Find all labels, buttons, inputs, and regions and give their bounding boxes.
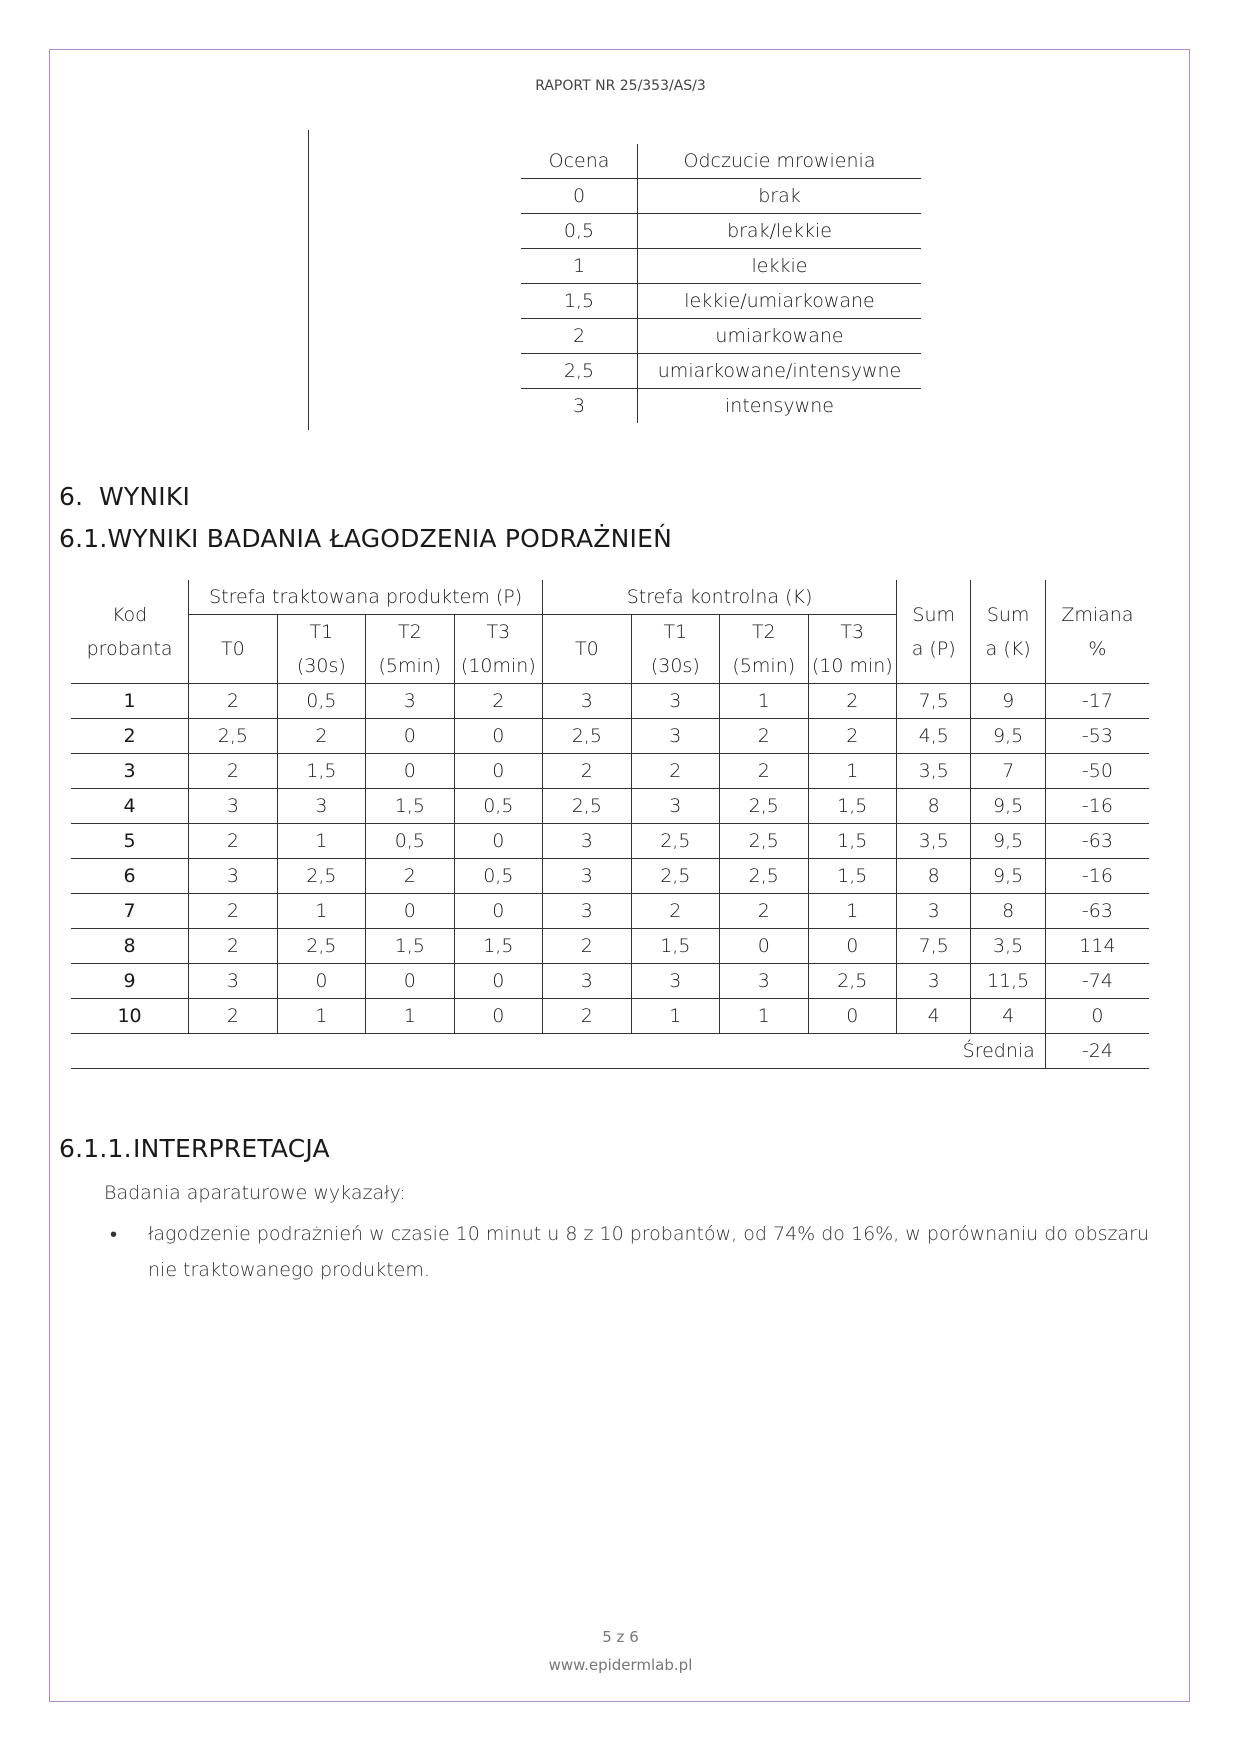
suma-k-cell: 8	[971, 894, 1045, 929]
k-t2-cell: 1	[720, 684, 808, 719]
p-t0-cell: 2,5	[189, 719, 277, 754]
p-t0-cell: 2	[189, 894, 277, 929]
zmiana-cell: -50	[1045, 754, 1149, 789]
header-line: a (K)	[985, 637, 1031, 660]
table-row	[521, 214, 921, 249]
table-row	[71, 929, 1149, 964]
p-t3-cell: 0	[454, 964, 542, 999]
k-t0-cell: 3	[543, 824, 631, 859]
header-line: T1	[309, 621, 334, 643]
suma-p-cell: 3	[897, 894, 971, 929]
table-row	[71, 964, 1149, 999]
column-header-kod	[71, 580, 189, 684]
sensation-cell: lekkie	[638, 249, 922, 284]
table-row	[521, 354, 921, 389]
sensation-cell: umiarkowane/intensywne	[638, 354, 922, 389]
table-row	[71, 894, 1149, 929]
suma-p-cell: 4,5	[897, 719, 971, 754]
column-header-k-t2	[720, 615, 808, 684]
report-number: RAPORT NR 25/353/AS/3	[535, 78, 706, 94]
column-header-p-t0	[189, 615, 277, 684]
p-t1-cell: 2	[277, 719, 365, 754]
p-t1-cell: 1	[277, 999, 365, 1034]
kod-cell: 1	[71, 684, 189, 719]
header-line: Zmiana	[1061, 603, 1134, 626]
score-cell: 0,5	[521, 214, 638, 249]
sensation-cell: lekkie/umiarkowane	[638, 284, 922, 319]
k-t0-cell: 3	[543, 894, 631, 929]
kod-cell: 6	[71, 859, 189, 894]
k-t2-cell: 2	[720, 719, 808, 754]
p-t2-cell: 0	[366, 964, 454, 999]
suma-k-cell: 4	[971, 999, 1045, 1034]
header-line: T0	[574, 638, 599, 660]
column-header-p-t2	[366, 615, 454, 684]
p-t2-cell: 0	[366, 754, 454, 789]
suma-p-cell: 3	[897, 964, 971, 999]
header-line: Sum	[986, 603, 1030, 626]
column-header-p-t1	[277, 615, 365, 684]
table-row	[71, 684, 1149, 719]
suma-p-cell: 7,5	[897, 929, 971, 964]
k-t2-cell: 2	[720, 754, 808, 789]
p-t0-cell: 2	[189, 684, 277, 719]
k-t3-cell: 1,5	[808, 859, 896, 894]
scoring-scale-table	[521, 144, 921, 423]
column-header-odczucie: Odczucie mrowienia	[638, 144, 922, 179]
table-row	[521, 319, 921, 354]
p-t0-cell: 2	[189, 999, 277, 1034]
p-t1-cell: 0	[277, 964, 365, 999]
kod-cell: 2	[71, 719, 189, 754]
k-t1-cell: 2,5	[631, 859, 719, 894]
table-row	[71, 1034, 1149, 1069]
k-t1-cell: 1,5	[631, 929, 719, 964]
header-line: T3	[486, 621, 511, 643]
group-header-control: Strefa kontrolna (K)	[543, 580, 897, 615]
suma-p-cell: 8	[897, 859, 971, 894]
p-t2-cell: 2	[366, 859, 454, 894]
suma-p-cell: 4	[897, 999, 971, 1034]
group-header-treated: Strefa traktowana produktem (P)	[189, 580, 543, 615]
header-line: (10min)	[460, 655, 536, 677]
section-number: 6.1.	[59, 524, 108, 553]
p-t1-cell: 2,5	[277, 929, 365, 964]
zmiana-cell: -17	[1045, 684, 1149, 719]
header-line: (5min)	[378, 655, 442, 677]
column-header-zmiana	[1045, 580, 1149, 684]
header-line: (30s)	[296, 655, 346, 677]
score-cell: 2,5	[521, 354, 638, 389]
k-t3-cell: 0	[808, 999, 896, 1034]
zmiana-cell: -53	[1045, 719, 1149, 754]
k-t1-cell: 1	[631, 999, 719, 1034]
k-t0-cell: 3	[543, 684, 631, 719]
k-t1-cell: 2,5	[631, 824, 719, 859]
table-row	[71, 859, 1149, 894]
k-t2-cell: 2,5	[720, 824, 808, 859]
kod-cell: 10	[71, 999, 189, 1034]
column-header-k-t3	[808, 615, 896, 684]
header-line: (10 min)	[811, 655, 893, 677]
table-row	[521, 179, 921, 214]
table-row	[71, 789, 1149, 824]
table-header-row	[71, 580, 1149, 615]
suma-k-cell: 3,5	[971, 929, 1045, 964]
column-header-suma-k	[971, 580, 1045, 684]
p-t3-cell: 0	[454, 824, 542, 859]
p-t0-cell: 2	[189, 754, 277, 789]
suma-k-cell: 11,5	[971, 964, 1045, 999]
k-t3-cell: 1,5	[808, 789, 896, 824]
results-table-body	[71, 684, 1149, 1069]
k-t1-cell: 2	[631, 894, 719, 929]
section-number: 6.1.1.	[59, 1134, 132, 1163]
header-line: T2	[398, 621, 422, 643]
k-t2-cell: 2,5	[720, 859, 808, 894]
suma-p-cell: 3,5	[897, 754, 971, 789]
k-t0-cell: 2	[543, 754, 631, 789]
k-t3-cell: 0	[808, 929, 896, 964]
kod-cell: 5	[71, 824, 189, 859]
score-cell: 3	[521, 389, 638, 424]
p-t1-cell: 1	[277, 824, 365, 859]
zmiana-cell: 114	[1045, 929, 1149, 964]
zmiana-cell: -63	[1045, 824, 1149, 859]
p-t1-cell: 1	[277, 894, 365, 929]
suma-k-cell: 7	[971, 754, 1045, 789]
k-t0-cell: 2	[543, 929, 631, 964]
column-header-suma-p	[897, 580, 971, 684]
suma-k-cell: 9,5	[971, 824, 1045, 859]
section-title: WYNIKI BADANIA ŁAGODZENIA PODRAŻNIEŃ	[107, 524, 673, 553]
p-t2-cell: 0	[366, 719, 454, 754]
section-number: 6.	[59, 482, 84, 511]
header-line: Sum	[912, 603, 956, 626]
k-t3-cell: 2,5	[808, 964, 896, 999]
p-t1-cell: 1,5	[277, 754, 365, 789]
header-line: %	[1088, 637, 1107, 660]
table-row	[521, 284, 921, 319]
p-t1-cell: 3	[277, 789, 365, 824]
column-header-p-t3	[454, 615, 542, 684]
footer-website: www.epidermlab.pl	[548, 1656, 693, 1674]
p-t3-cell: 0	[454, 894, 542, 929]
k-t2-cell: 1	[720, 999, 808, 1034]
zmiana-cell: -16	[1045, 789, 1149, 824]
score-cell: 2	[521, 319, 638, 354]
header-line: probanta	[86, 637, 173, 660]
sensation-cell: brak/lekkie	[638, 214, 922, 249]
sensation-cell: intensywne	[725, 395, 834, 417]
k-t0-cell: 3	[543, 859, 631, 894]
table-row	[71, 824, 1149, 859]
header-line: (30s)	[650, 655, 700, 677]
table-row	[71, 719, 1149, 754]
suma-k-cell: 9,5	[971, 789, 1045, 824]
bullet-text: łagodzenie podrażnień w czasie 10 minut u 8 z 10 probantów, od 74% do 16%, w porównaniu do obszaru nie traktowanego produktem.	[148, 1223, 1149, 1281]
table-row	[71, 999, 1149, 1034]
column-header-ocena: Ocena	[521, 144, 638, 179]
k-t0-cell: 2,5	[543, 719, 631, 754]
sensation-cell: umiarkowane	[638, 319, 922, 354]
kod-cell: 8	[71, 929, 189, 964]
zmiana-cell: -74	[1045, 964, 1149, 999]
page-number: 5 z 6	[602, 1628, 639, 1646]
kod-cell: 7	[71, 894, 189, 929]
section-title: WYNIKI	[99, 482, 191, 511]
table-header-row	[521, 144, 921, 179]
section-heading-interpretacja	[59, 1134, 330, 1163]
k-t3-cell: 1	[808, 894, 896, 929]
k-t3-cell: 1,5	[808, 824, 896, 859]
k-t1-cell: 3	[631, 684, 719, 719]
zmiana-cell: 0	[1045, 999, 1149, 1034]
k-t3-cell: 2	[808, 684, 896, 719]
p-t3-cell: 0	[454, 754, 542, 789]
header-line: T2	[751, 621, 776, 643]
k-t0-cell: 2,5	[543, 789, 631, 824]
p-t2-cell: 3	[366, 684, 454, 719]
suma-k-cell: 9,5	[971, 719, 1045, 754]
suma-p-cell: 7,5	[897, 684, 971, 719]
score-cell: 1,5	[521, 284, 638, 319]
score-cell: 0	[521, 179, 638, 214]
kod-cell: 3	[71, 754, 189, 789]
table-row	[521, 249, 921, 284]
p-t0-cell: 3	[189, 859, 277, 894]
suma-p-cell: 8	[897, 789, 971, 824]
p-t2-cell: 1,5	[366, 789, 454, 824]
k-t2-cell: 0	[720, 929, 808, 964]
section-heading-lagodzenie	[59, 524, 672, 553]
k-t1-cell: 3	[631, 789, 719, 824]
interpretation-intro: Badania aparaturowe wykazały:	[104, 1182, 406, 1204]
table-row	[521, 389, 921, 424]
vertical-rule	[308, 130, 309, 430]
k-t3-cell: 2	[808, 719, 896, 754]
k-t0-cell: 3	[543, 964, 631, 999]
mean-value: -24	[1045, 1034, 1149, 1069]
suma-k-cell: 9,5	[971, 859, 1045, 894]
k-t2-cell: 3	[720, 964, 808, 999]
k-t3-cell: 1	[808, 754, 896, 789]
column-header-k-t1	[631, 615, 719, 684]
header-line: T3	[840, 621, 865, 643]
k-t1-cell: 3	[631, 964, 719, 999]
zmiana-cell: -63	[1045, 894, 1149, 929]
kod-cell: 4	[71, 789, 189, 824]
p-t3-cell: 0	[454, 999, 542, 1034]
score-cell: 1	[521, 249, 638, 284]
p-t2-cell: 0	[366, 894, 454, 929]
p-t2-cell: 1,5	[366, 929, 454, 964]
column-header-k-t0	[543, 615, 631, 684]
p-t2-cell: 0,5	[366, 824, 454, 859]
p-t1-cell: 0,5	[277, 684, 365, 719]
p-t3-cell: 0,5	[454, 859, 542, 894]
p-t1-cell: 2,5	[277, 859, 365, 894]
table-row	[71, 754, 1149, 789]
sensation-cell: brak	[638, 179, 922, 214]
zmiana-cell: -16	[1045, 859, 1149, 894]
suma-k-cell: 9	[971, 684, 1045, 719]
k-t1-cell: 3	[631, 719, 719, 754]
k-t1-cell: 2	[631, 754, 719, 789]
p-t3-cell: 1,5	[454, 929, 542, 964]
header-line: T0	[221, 638, 245, 660]
k-t0-cell: 2	[543, 999, 631, 1034]
p-t0-cell: 3	[189, 789, 277, 824]
p-t3-cell: 0,5	[454, 789, 542, 824]
p-t3-cell: 2	[454, 684, 542, 719]
section-heading-wyniki	[59, 482, 190, 511]
p-t0-cell: 3	[189, 964, 277, 999]
header-line: Kod	[111, 603, 148, 626]
header-line: a (P)	[911, 637, 956, 660]
p-t0-cell: 2	[189, 929, 277, 964]
p-t0-cell: 2	[189, 824, 277, 859]
header-line: T1	[663, 621, 688, 643]
section-title: INTERPRETACJA	[133, 1134, 330, 1163]
suma-p-cell: 3,5	[897, 824, 971, 859]
mean-label: Średnia	[71, 1034, 1045, 1069]
results-table	[71, 580, 1149, 1069]
k-t2-cell: 2	[720, 894, 808, 929]
p-t3-cell: 0	[454, 719, 542, 754]
header-line: (5min)	[732, 655, 796, 677]
k-t2-cell: 2,5	[720, 789, 808, 824]
p-t2-cell: 1	[366, 999, 454, 1034]
kod-cell: 9	[71, 964, 189, 999]
bullet-icon: •	[110, 1222, 118, 1246]
